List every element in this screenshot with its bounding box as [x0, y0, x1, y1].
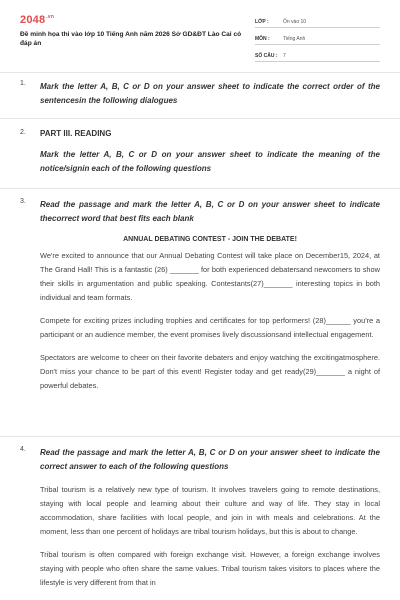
meta-label: SỐ CÂU : — [255, 53, 278, 59]
meta-row-class — [255, 14, 380, 28]
question-number: 4. — [20, 446, 26, 453]
question-instruction: Mark the letter A, B, C or D on your answer sheet to indicate the meaning of the notice/signin each of the following questions — [40, 150, 380, 173]
question-number: 3. — [20, 198, 26, 205]
meta-value: 7 — [283, 53, 286, 59]
page-header — [0, 0, 400, 73]
meta-value: Tiếng Anh — [283, 36, 306, 42]
site-logo[interactable] — [20, 14, 54, 26]
passage-title: ANNUAL DEBATING CONTEST - JOIN THE DEBATE! — [123, 236, 297, 243]
question-1 — [20, 80, 380, 108]
meta-label: MÔN : — [255, 36, 270, 42]
passage-paragraph: Spectators are welcome to cheer on their favorite debaters and enjoy watching the excitingatmosphere. Don't miss your chance to be part of this event! Register today and get ready(29)_______ a night of powerful debates. — [40, 353, 380, 390]
divider — [0, 118, 400, 119]
page-title: Đề minh họa thi vào lớp 10 Tiếng Anh năm 2026 Sở GD&ĐT Lào Cai có đáp án — [20, 31, 242, 47]
passage-paragraph: Tribal tourism is a relatively new type of tourism. It involves travelers going to remote destinations, staying with local people and learning about their culture and way of life. They stay in local accommodation, share facilities with local people, and join in with meals and celebrations. At the moment, less than one percent of holidays are tribal tourism holidays, but this is about to change. — [40, 485, 380, 536]
passage-paragraph: We're excited to announce that our Annual Debating Contest will take place on December15, 2024, at The Grand Hall! This is a fantastic (26) _______ for both experienced debatersand newcomers to show their skills in argumentation and public speaking. Contestants(27)_______ interesting topics in both individual and team formats. — [40, 251, 380, 302]
question-4 — [20, 446, 380, 599]
question-number: 1. — [20, 80, 26, 87]
question-3 — [20, 198, 380, 402]
question-instruction: Mark the letter A, B, C or D on your answer sheet to indicate the correct order of the sentencesin the following dialogues — [40, 82, 380, 105]
passage-paragraph: Tribal tourism is often compared with foreign exchange visit. However, a foreign exchange involves staying with people who often share the same values. Tribal tourism takes visitors to places where the lifestyle is very different from that in — [40, 550, 380, 587]
meta-value: Ôn vào 10 — [283, 19, 307, 25]
question-2 — [20, 129, 380, 176]
passage-paragraph: Compete for exciting prizes including trophies and certificates for top performers! (28)______ you're a participant or an audience member, the event promises lively discussionsand intellectual engagement. — [40, 316, 380, 339]
divider — [0, 436, 400, 437]
divider — [0, 188, 400, 189]
logo-suffix: .vn — [46, 14, 55, 21]
part-title: PART III. READING — [40, 129, 112, 138]
logo-text: 2048 — [20, 14, 46, 26]
meta-row-subject — [255, 31, 380, 45]
question-instruction: Read the passage and mark the letter A, B, C or D on your answer sheet to indicate thecorrect word that best fits each blank — [40, 200, 380, 223]
exam-meta — [255, 14, 380, 65]
question-instruction: Read the passage and mark the letter A, B, C or D on your answer sheet to indicate the correct answer to each of the following questions — [40, 448, 380, 471]
meta-row-count — [255, 48, 380, 62]
meta-label: LỚP : — [255, 19, 269, 25]
question-number: 2. — [20, 129, 26, 136]
